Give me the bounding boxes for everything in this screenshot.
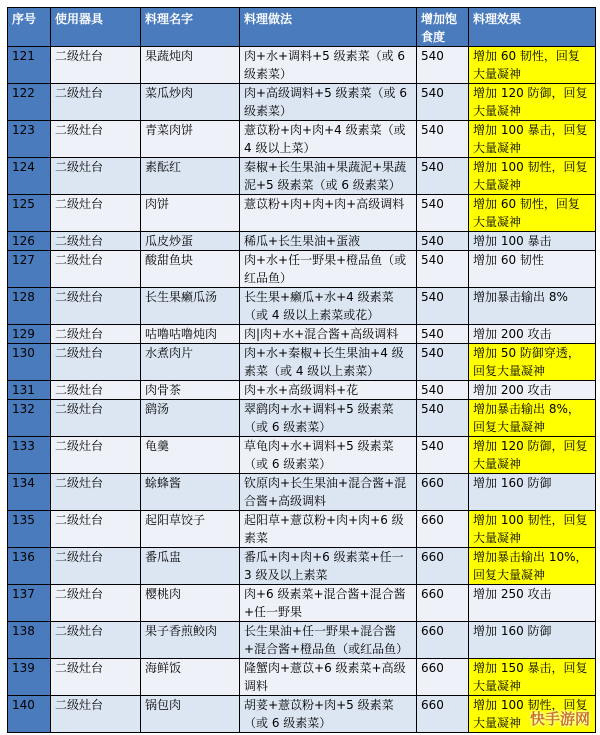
row-satiety-cell: 540 [417, 288, 469, 325]
row-effect-cell: 增加 160 防御 [469, 622, 596, 659]
row-id-cell: 138 [8, 622, 51, 659]
table-row [8, 288, 596, 325]
table-row [8, 381, 596, 400]
table-body [8, 47, 596, 733]
row-satiety-cell: 540 [417, 400, 469, 437]
row-effect-cell: 增加 250 攻击 [469, 585, 596, 622]
table-row [8, 400, 596, 437]
row-tool-cell: 二级灶台 [51, 548, 141, 585]
row-recipe-cell: 稀瓜+长生果油+蛋液 [240, 232, 417, 251]
row-effect-cell: 增加 50 防御穿透，回复大量凝神 [469, 344, 596, 381]
row-dish-name-cell: 起阳草饺子 [141, 511, 240, 548]
row-tool-cell: 二级灶台 [51, 84, 141, 121]
table-row [8, 548, 596, 585]
row-satiety-cell: 540 [417, 232, 469, 251]
row-dish-name-cell: 肉饼 [141, 195, 240, 232]
row-id-cell: 134 [8, 474, 51, 511]
table-row [8, 121, 596, 158]
row-id-cell: 121 [8, 47, 51, 84]
table-row [8, 251, 596, 288]
row-tool-cell: 二级灶台 [51, 585, 141, 622]
row-effect-cell: 增加 100 暴击，回复大量凝神 [469, 121, 596, 158]
row-tool-cell: 二级灶台 [51, 696, 141, 733]
row-recipe-cell: 薏苡粉+肉+肉+4 级素菜（或 4 级以上菜） [240, 121, 417, 158]
row-recipe-cell: 肉+6 级素菜+混合酱+混合酱+任一野果 [240, 585, 417, 622]
row-effect-cell: 增加暴击输出 8% [469, 288, 596, 325]
row-satiety-cell: 540 [417, 158, 469, 195]
row-id-cell: 132 [8, 400, 51, 437]
recipe-table [7, 7, 596, 733]
table-row [8, 232, 596, 251]
row-dish-name-cell: 瓜皮炒蛋 [141, 232, 240, 251]
row-dish-name-cell: 樱桃肉 [141, 585, 240, 622]
row-dish-name-cell: 青菜肉饼 [141, 121, 240, 158]
row-recipe-cell: 秦椒+长生果油+果蔬泥+果蔬泥+5 级素菜（或 6 级素菜） [240, 158, 417, 195]
row-recipe-cell: 隆蟹肉+薏苡+6 级素菜+高级调料 [240, 659, 417, 696]
row-satiety-cell: 660 [417, 511, 469, 548]
row-satiety-cell: 540 [417, 325, 469, 344]
row-id-cell: 129 [8, 325, 51, 344]
row-recipe-cell: 胡荽+薏苡粉+肉+5 级素菜（或 6 级素菜） [240, 696, 417, 733]
row-dish-name-cell: 番瓜盅 [141, 548, 240, 585]
row-dish-name-cell: 果子香煎鲛肉 [141, 622, 240, 659]
row-recipe-cell: 肉+水+高级调料+花 [240, 381, 417, 400]
table-row [8, 474, 596, 511]
row-satiety-cell: 540 [417, 121, 469, 158]
row-effect-cell: 增加 120 防御，回复大量凝神 [469, 437, 596, 474]
row-effect-cell: 增加 200 攻击 [469, 381, 596, 400]
table-row [8, 84, 596, 121]
table-row [8, 659, 596, 696]
table-header-row [8, 8, 596, 47]
row-tool-cell: 二级灶台 [51, 659, 141, 696]
row-dish-name-cell: 酸甜鱼块 [141, 251, 240, 288]
row-dish-name-cell: 素酝红 [141, 158, 240, 195]
header-tool: 使用器具 [51, 8, 141, 47]
row-satiety-cell: 540 [417, 195, 469, 232]
row-effect-cell: 增加 100 暴击 [469, 232, 596, 251]
row-tool-cell: 二级灶台 [51, 195, 141, 232]
row-effect-cell: 增加 100 韧性，回复大量凝神 [469, 696, 596, 733]
row-satiety-cell: 660 [417, 622, 469, 659]
row-id-cell: 125 [8, 195, 51, 232]
row-recipe-cell: 肉+水+秦椒+长生果油+4 级素菜（或 4 级以上素菜） [240, 344, 417, 381]
row-recipe-cell: 草龟肉+水+调料+5 级素菜（或 6 级素菜） [240, 437, 417, 474]
table-row [8, 696, 596, 733]
row-satiety-cell: 660 [417, 696, 469, 733]
row-id-cell: 136 [8, 548, 51, 585]
header-dish-name: 料理名字 [141, 8, 240, 47]
row-tool-cell: 二级灶台 [51, 381, 141, 400]
row-id-cell: 127 [8, 251, 51, 288]
row-dish-name-cell: 果蔬炖肉 [141, 47, 240, 84]
row-id-cell: 133 [8, 437, 51, 474]
row-satiety-cell: 540 [417, 344, 469, 381]
row-dish-name-cell: 龟羹 [141, 437, 240, 474]
header-id: 序号 [8, 8, 51, 47]
row-tool-cell: 二级灶台 [51, 251, 141, 288]
row-recipe-cell: 肉|肉+水+混合酱+高级调料 [240, 325, 417, 344]
row-tool-cell: 二级灶台 [51, 622, 141, 659]
row-effect-cell: 增加暴击输出 8%，回复大量凝神 [469, 400, 596, 437]
row-satiety-cell: 660 [417, 548, 469, 585]
row-id-cell: 123 [8, 121, 51, 158]
row-dish-name-cell: 肉骨茶 [141, 381, 240, 400]
table-row [8, 511, 596, 548]
row-id-cell: 126 [8, 232, 51, 251]
row-recipe-cell: 肉+水+任一野果+橙品鱼（或红品鱼） [240, 251, 417, 288]
table-row [8, 325, 596, 344]
header-effect: 料理效果 [469, 8, 596, 47]
row-recipe-cell: 起阳草+薏苡粉+肉+肉+6 级素菜 [240, 511, 417, 548]
row-effect-cell: 增加 120 防御，回复大量凝神 [469, 84, 596, 121]
row-dish-name-cell: 海鲜饭 [141, 659, 240, 696]
watermark-logo: 快手游网 [529, 710, 590, 728]
row-tool-cell: 二级灶台 [51, 232, 141, 251]
row-effect-cell: 增加 100 韧性，回复大量凝神 [469, 511, 596, 548]
row-tool-cell: 二级灶台 [51, 158, 141, 195]
row-recipe-cell: 肉+高级调料+5 级素菜（或 6 级素菜） [240, 84, 417, 121]
row-dish-name-cell: 菜瓜炒肉 [141, 84, 240, 121]
row-id-cell: 139 [8, 659, 51, 696]
row-satiety-cell: 660 [417, 474, 469, 511]
header-recipe: 料理做法 [240, 8, 417, 47]
row-recipe-cell: 长生果+癞瓜+水+4 级素菜（或 4 级以上素菜或花） [240, 288, 417, 325]
table-row [8, 622, 596, 659]
row-satiety-cell: 660 [417, 659, 469, 696]
row-id-cell: 137 [8, 585, 51, 622]
row-id-cell: 124 [8, 158, 51, 195]
row-id-cell: 130 [8, 344, 51, 381]
row-effect-cell: 增加 160 防御 [469, 474, 596, 511]
row-tool-cell: 二级灶台 [51, 344, 141, 381]
row-recipe-cell: 薏苡粉+肉+肉+肉+高级调料 [240, 195, 417, 232]
row-dish-name-cell: 蜍蜂酱 [141, 474, 240, 511]
row-dish-name-cell: 鹞汤 [141, 400, 240, 437]
row-satiety-cell: 540 [417, 251, 469, 288]
row-dish-name-cell: 咕噜咕噜炖肉 [141, 325, 240, 344]
row-satiety-cell: 540 [417, 381, 469, 400]
table-row [8, 195, 596, 232]
header-satiety: 增加饱食度 [417, 8, 469, 47]
row-tool-cell: 二级灶台 [51, 511, 141, 548]
row-id-cell: 135 [8, 511, 51, 548]
row-effect-cell: 增加 200 攻击 [469, 325, 596, 344]
row-satiety-cell: 540 [417, 84, 469, 121]
row-tool-cell: 二级灶台 [51, 47, 141, 84]
row-effect-cell: 增加暴击输出 10%，回复大量凝神 [469, 548, 596, 585]
row-effect-cell: 增加 60 韧性，回复大量凝神 [469, 195, 596, 232]
row-recipe-cell: 翠鹞肉+水+调料+5 级素菜（或 6 级素菜） [240, 400, 417, 437]
row-tool-cell: 二级灶台 [51, 474, 141, 511]
row-effect-cell: 增加 60 韧性，回复大量凝神 [469, 47, 596, 84]
table-row [8, 344, 596, 381]
table-row [8, 47, 596, 84]
row-dish-name-cell: 锅包肉 [141, 696, 240, 733]
row-effect-cell: 增加 150 暴击，回复大量凝神 [469, 659, 596, 696]
row-id-cell: 128 [8, 288, 51, 325]
row-satiety-cell: 660 [417, 585, 469, 622]
table-row [8, 158, 596, 195]
row-effect-cell: 增加 100 韧性，回复大量凝神 [469, 158, 596, 195]
row-satiety-cell: 540 [417, 437, 469, 474]
row-dish-name-cell: 水煮肉片 [141, 344, 240, 381]
table-row [8, 585, 596, 622]
row-recipe-cell: 钦原肉+长生果油+混合酱+混合酱+高级调料 [240, 474, 417, 511]
row-tool-cell: 二级灶台 [51, 325, 141, 344]
row-recipe-cell: 肉+水+调料+5 级素菜（或 6 级素菜） [240, 47, 417, 84]
row-recipe-cell: 番瓜+肉+肉+6 级素菜+任一 3 级及以上素菜 [240, 548, 417, 585]
row-id-cell: 131 [8, 381, 51, 400]
row-effect-cell: 增加 60 韧性 [469, 251, 596, 288]
row-id-cell: 140 [8, 696, 51, 733]
row-id-cell: 122 [8, 84, 51, 121]
row-tool-cell: 二级灶台 [51, 288, 141, 325]
row-dish-name-cell: 长生果癞瓜汤 [141, 288, 240, 325]
row-recipe-cell: 长生果油+任一野果+混合酱+混合酱+橙品鱼（或红品鱼） [240, 622, 417, 659]
row-tool-cell: 二级灶台 [51, 400, 141, 437]
row-satiety-cell: 540 [417, 47, 469, 84]
row-tool-cell: 二级灶台 [51, 121, 141, 158]
table-row [8, 437, 596, 474]
row-tool-cell: 二级灶台 [51, 437, 141, 474]
